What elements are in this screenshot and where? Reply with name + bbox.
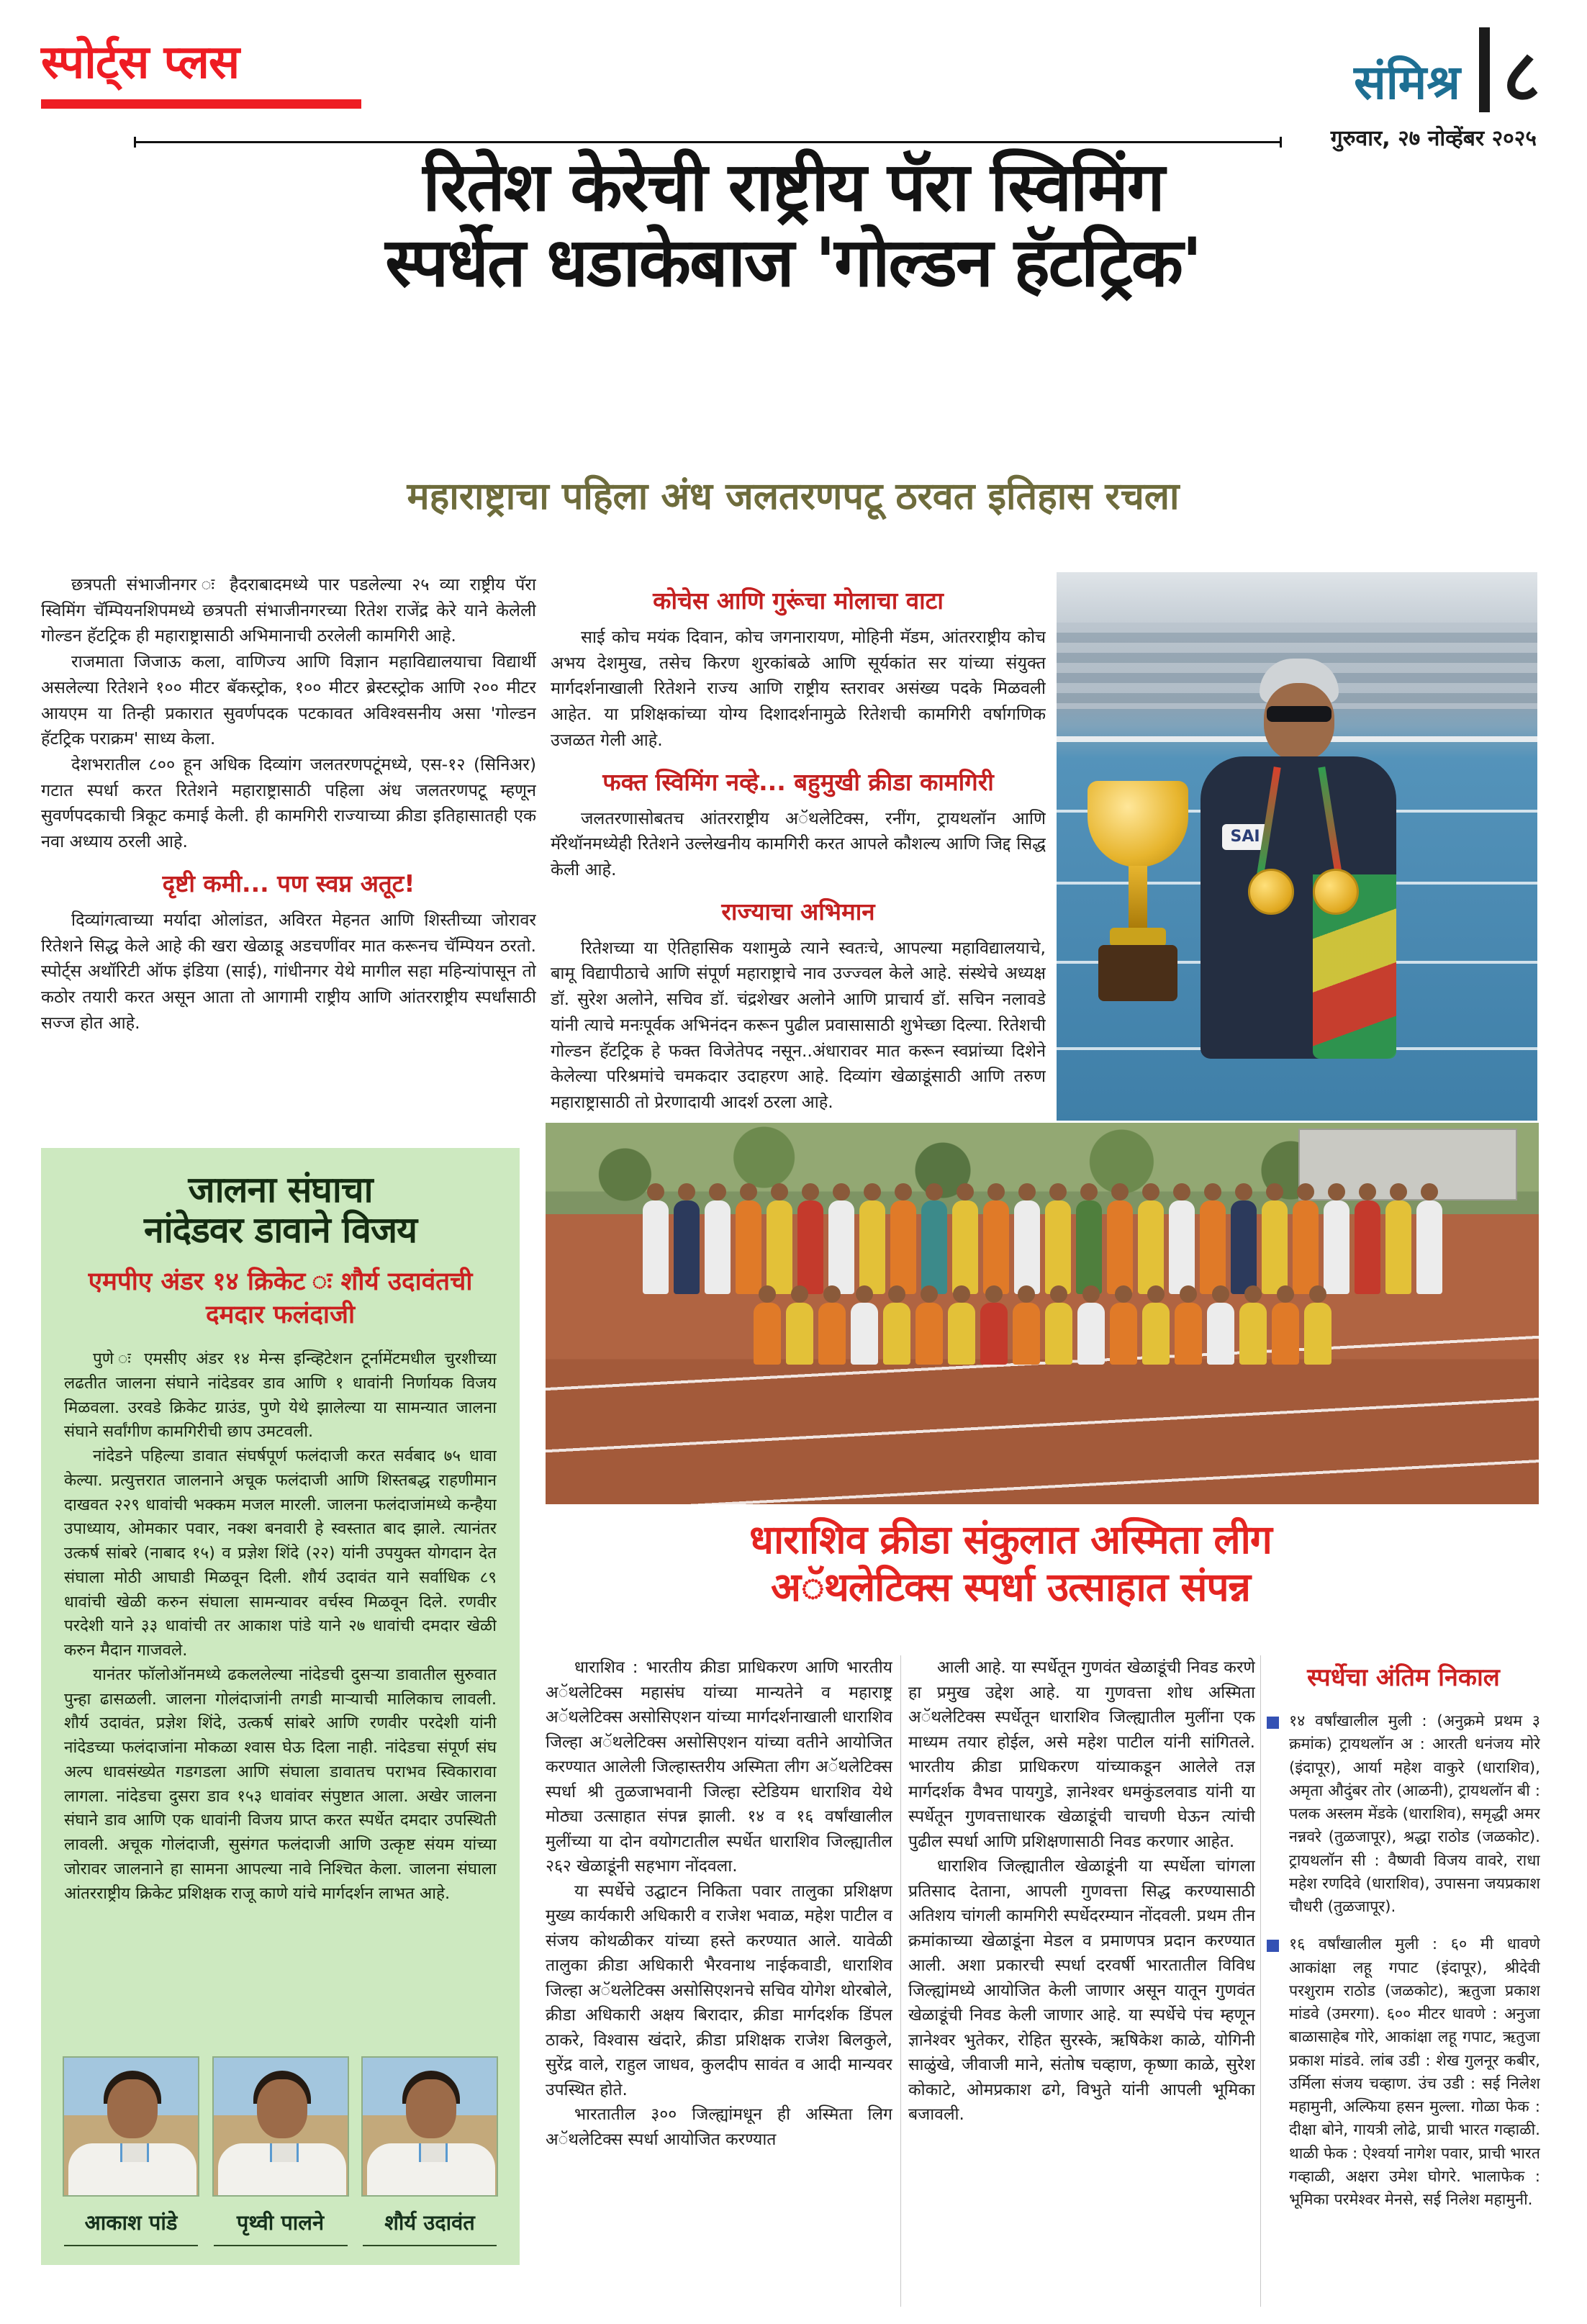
person-figure	[1076, 1201, 1102, 1294]
results-heading: स्पर्धेचा अंतिम निकाल	[1307, 1663, 1500, 1692]
athletics-column-2	[908, 1655, 1255, 2315]
person-figure	[1045, 1201, 1071, 1294]
person-figure	[786, 1303, 813, 1365]
caption-rule	[363, 2245, 497, 2246]
person-figure	[1385, 1201, 1411, 1294]
lead-column-1	[41, 572, 536, 1123]
person-figure	[851, 1303, 878, 1365]
jacket-sai-logo: SAI	[1222, 824, 1268, 850]
trophy-collar	[1110, 928, 1166, 946]
athletics-headline-line2: अॅथलेटिक्स स्पर्धा उत्साहात संपन्न	[771, 1564, 1250, 1610]
trophy-cup	[1088, 781, 1188, 867]
square-bullet-icon	[1267, 1940, 1279, 1952]
trophy-base	[1098, 945, 1177, 1001]
result-item	[1267, 1710, 1540, 1919]
person-figure	[1272, 1303, 1299, 1365]
athletics-paragraph: या स्पर्धेचे उद्घाटन निकिता पवार तालुका प्रशिक्षण मुख्य कार्यकारी अधिकारी व राजेश भवाळ, महेश पाटील व संजय कोथळीकर यांच्या हस्ते करण्यात आले. यावेळी तालुका क्रीडा अधिकारी भैरवनाथ नाईकवाडी, धाराशिव जिल्हा अॅथलेटिक्स असोसिएशनचे सचिव योगेश थोरबोले, क्रीडा अधिकारी अक्षय बिरादार, क्रीडा मार्गदर्शक डिंपल ठाकरे, विश्वास खंदारे, क्रीडा प्रशिक्षक राजेश बिलकुले, सुरेंद्र वाले, राहुल जाधव, कुलदीप सावंत व आदी मान्यवर उपस्थित होते.	[546, 1881, 892, 2099]
cricket-paragraph: नांदेडने पहिल्या डावात संघर्षपूर्ण फलंदाजी करत सर्वबाद ७५ धावा केल्या. प्रत्युत्तरात जालनाने अचूक फलंदाजी आणि शिस्तबद्ध राहणीमान दाखवत २२९ धावांची भक्कम मजल मारली. जालना फलंदाजांमध्ये कन्हैया उपाध्याय, ओमकार पवार, नक्श बनवारी हे स्वस्तात बाद झाले. त्यानंतर उत्कर्ष सांबरे (नाबाद १५) व प्रज्ञेश शिंदे (२२) यांनी उपयुक्त योगदान देत संघाला मोठी आघाडी मिळवून दिली. शौर्य उदावंत याने सर्वाधिक ८९ धावांची खेळी करुन संघाला सामन्यावर वर्चस्व मिळवून दिले. रणवीर परदेशी याने ३३ धावांची तर आकाश पांडे याने २७ धावांची दमदार खेळी करुन मैदान गाजवले.	[64, 1447, 497, 1660]
person-figure	[1175, 1303, 1202, 1365]
person-figure	[1416, 1201, 1442, 1294]
result-text: १४ वर्षांखालील मुली : (अनुक्रमे प्रथम ३ क्रमांक) ट्रायथलॉन अ : आरती धनंजय मोरे (इंदापूर), आर्या महेश वाकुरे (धाराशिव), अमृता औदुंबर तोर (आळनी), ट्रायथलॉन बी : पलक अस्लम मेंडके (धाराशिव), समृद्धी अमर नन्नवरे (तुळजापूर), श्रद्धा राठोड (जळकोट). ट्रायथलॉन सी : वैष्णवी विजय वावरे, राधा महेश रणदिवे (धाराशिव), उपासना जयप्रकाश चौधरी (तुळजापूर).	[1289, 1712, 1540, 1916]
person-figure	[890, 1201, 916, 1294]
person-figure	[859, 1201, 885, 1294]
person-figure	[915, 1303, 943, 1365]
cricket-paragraph: पुणे ः एमसीए अंडर १४ मेन्स इन्व्हिटेशन टूर्नामेंटमधील चुरशीच्या लढतीत जालना संघाने नांदेडवर डाव आणि १ धावांनी निर्णायक विजय मिळवला. उरवडे क्रिकेट ग्राउंड, पुणे येथे झालेल्या या सामन्यात जालना संघाने सर्वांगीण कामगिरीची छाप उमटवली.	[64, 1349, 497, 1442]
player-photo-item	[212, 2056, 349, 2246]
masthead: स्पोर्ट्स प्लस	[41, 36, 240, 89]
lead-headline	[41, 150, 1545, 302]
cricket-title-line1: जालना संघाचा	[188, 1169, 373, 1211]
player-photos-row	[63, 2056, 498, 2246]
person-figure	[1110, 1303, 1137, 1365]
lead-headline-line1: रितेश केरेची राष्ट्रीय पॅरा स्विमिंग	[422, 148, 1164, 227]
date-line: गुरुवार, २७ नोव्हेंबर २०२५	[1330, 126, 1537, 151]
person-figure	[921, 1201, 947, 1294]
player-collar	[419, 2143, 448, 2162]
lead-paragraph: साई कोच मयंक दिवान, कोच जगनारायण, मोहिनी मॅडम, आंतरराष्ट्रीय कोच अभय देशमुख, तसेच किरण शुरकांबळे आणि सूर्यकांत सर यांच्या संयुक्त मार्गदर्शनाखाली रितेशने राज्य आणि राष्ट्रीय स्तरावर असंख्य पदके मिळवली आहेत. या प्रशिक्षकांच्या योग्य दिशादर्शनामुळे रितेशची कामगिरी वर्षागणिक उजळत गेली आहे.	[551, 627, 1046, 750]
person-figure	[1239, 1303, 1267, 1365]
athletics-results-column	[1267, 1655, 1540, 2315]
person-figure	[1262, 1201, 1288, 1294]
swimmer-head	[1264, 683, 1334, 761]
athletics-paragraph: धाराशिव जिल्ह्यातील खेळाडूंनी या स्पर्धेला चांगला प्रतिसाद देताना, आपली गुणवत्ता सिद्ध करण्यासाठी अतिशय चांगली कामगिरी स्पर्धेदरम्यान नोंदवली. प्रथम तीन क्रमांकाच्या खेळाडूंना मेडल व प्रमाणपत्र प्रदान करण्यात आली. अशा प्रकारची स्पर्धा दरवर्षी भारतातील विविध जिल्ह्यांमध्ये आयोजित केली जाणार असून यातून गुणवंत खेळाडूंची निवड केली जाणार आहे. या स्पर्धेचे पंच म्हणून ज्ञानेश्वर भुतेकर, रोहित सुरस्के, ऋषिकेश काळे, योगिनी साळुंखे, जीवाजी माने, संतोष चव्हाण, कृष्णा काळे, सुरेश कोकाटे, ओमप्रकाश ढगे, विभुते यांनी आपली भूमिका बजावली.	[908, 1857, 1255, 2124]
player-head	[257, 2079, 307, 2138]
page-number: ८	[1503, 34, 1540, 118]
player-photo-2	[212, 2056, 349, 2197]
person-figure	[736, 1201, 761, 1294]
column-divider	[900, 1655, 901, 2307]
person-figure	[952, 1201, 978, 1294]
player-photo-1	[63, 2056, 199, 2197]
person-figure	[1355, 1201, 1380, 1294]
lead-deck: महाराष्ट्राचा पहिला अंध जलतरणपटू ठरवत इतिहास रचला	[407, 475, 1180, 518]
lead-column-2	[551, 572, 1046, 1123]
person-figure	[948, 1303, 975, 1365]
cricket-title-line2: नांदेडवर डावाने विजय	[143, 1209, 417, 1251]
player-head	[107, 2079, 158, 2138]
person-figure	[643, 1201, 669, 1294]
gold-trophy	[1077, 781, 1199, 1018]
person-figure	[674, 1201, 700, 1294]
lead-paragraph: जलतरणासोबतच आंतरराष्ट्रीय अॅथलेटिक्स, रनींग, ट्रायथलॉन आणि मॅरेथॉनमध्येही रितेशने उल्लेखनीय कामगिरी करत आपले कौशल्य आणि जिद्द सिद्ध केली आहे.	[551, 808, 1046, 880]
player-photo-3	[361, 2056, 498, 2197]
cricket-paragraph: यानंतर फॉलोऑनमध्ये ढकललेल्या नांदेडची दुसऱ्या डावातील सुरुवात पुन्हा ढासळली. जालना गोलंदाजांनी तगडी माऱ्याची मालिकाच लावली. शौर्य उदावंत, प्रज्ञेश शिंदे, उत्कर्ष सांबरे आणि रणवीर परदेशी यांनी नांदेडच्या फलंदाजांना मोकळा श्वास घेऊ दिला नाही. नांदेडचा संपूर्ण संघ अल्प धावसंख्येत गडगडला आणि संघाला डावातच पराभव स्विकारावा लागला. नांदेडचा दुसरा डाव १५३ धावांवर संपुष्टात आला. अखेर जालना संघाने डाव आणि एक धावांनी विजय प्राप्त करत स्पर्धेत दमदार उपस्थिती लावली. अचूक गोलंदाजी, सुसंगत फलंदाजी आणि उत्कृष्ट संयम यांच्या जोरावर जालनाने हा सामना आपल्या नावे निश्चित केला. जालना संघाला आंतरराष्ट्रीय क्रिकेट प्रशिक्षक राजू काणे यांचे मार्गदर्शन लाभत आहे.	[64, 1665, 497, 1903]
kneeling-row	[546, 1303, 1539, 1365]
person-figure	[883, 1303, 910, 1365]
player-caption: पृथ्वी पालने	[236, 2210, 325, 2235]
person-figure	[1014, 1201, 1040, 1294]
lead-paragraph: देशभरातील ८०० हून अधिक दिव्यांग जलतरणपटूंमध्ये, एस-१२ (सिनिअर) गटात स्पर्धा करत रितेशने महाराष्ट्रासाठी पहिला अंध जलतरणपटू म्हणून सुवर्णपदकाची त्रिकूट कमाई केली. ही कामगिरी राज्याच्या क्रीडा इतिहासातही एक नवा अध्याय ठरली आहे.	[41, 754, 536, 852]
gold-medal	[1313, 869, 1359, 915]
swimmer-figure	[1179, 659, 1416, 1121]
person-figure	[1077, 1303, 1105, 1365]
person-figure	[1200, 1201, 1226, 1294]
person-figure	[1207, 1303, 1234, 1365]
person-figure	[1107, 1201, 1133, 1294]
person-figure	[983, 1201, 1009, 1294]
player-caption: शौर्य उदावंत	[384, 2210, 475, 2235]
person-figure	[1169, 1201, 1195, 1294]
player-collar	[120, 2143, 149, 2162]
caption-rule	[64, 2245, 198, 2246]
lead-crosshead: कोचेस आणि गुरूंचा मोलाचा वाटा	[653, 587, 944, 615]
standing-row	[546, 1201, 1539, 1294]
person-figure	[1138, 1201, 1164, 1294]
lead-crosshead: फक्त स्विमिंग नव्हे... बहुमुखी क्रीडा कामगिरी	[602, 767, 994, 796]
person-figure	[767, 1201, 792, 1294]
person-figure	[754, 1303, 781, 1365]
person-figure	[1231, 1201, 1257, 1294]
cricket-title	[64, 1170, 497, 1250]
trophy-stem	[1129, 866, 1147, 931]
section-block	[1354, 27, 1540, 118]
lead-headline-line2: स्पर्धेत धडाकेबाज 'गोल्डन हॅटट्रिक'	[385, 224, 1201, 303]
lead-paragraph: छत्रपती संभाजीनगर ः हैदराबादमध्ये पार पडलेल्या २५ व्या राष्ट्रीय पॅरा स्विमिंग चॅम्पियनशिपमध्ये छत्रपती संभाजीनगरच्या रितेश राजेंद्र केरे याने केलेली गोल्डन हॅटट्रिक ही महाराष्ट्रासाठी अभिमानाची ठरलेली कामगिरी आहे.	[41, 574, 536, 646]
person-figure	[828, 1201, 854, 1294]
player-head	[406, 2079, 456, 2138]
caption-rule	[214, 2245, 348, 2246]
person-figure	[797, 1201, 823, 1294]
lead-paragraph: रितेशच्या या ऐतिहासिक यशामुळे त्याने स्वतःचे, आपल्या महाविद्यालयाचे, बामू विद्यापीठाचे आणि संपूर्ण महाराष्ट्राचे नाव उज्ज्वल केले आहे. संस्थेचे अध्यक्ष डॉ. सुरेश अलोने, सचिव डॉ. चंद्रशेखर अलोने आणि प्राचार्य डॉ. सचिन नलावडे यांनी त्याचे मनःपूर्वक अभिनंदन करून पुढील प्रवासासाठी शुभेच्छा दिल्या. रितेशची गोल्डन हॅटट्रिक हे फक्त विजेतेपद नसून..अंधारावर मात करून स्वप्नांच्या दिशेने केलेल्या परिश्रमांचे चमकदार उदाहरण आहे. दिव्यांग खेळाडूंसाठी आणि तरुण महाराष्ट्रासाठी तो प्रेरणादायी आदर्श ठरला आहे.	[551, 937, 1046, 1113]
lead-paragraph: राजमाता जिजाऊ कला, वाणिज्य आणि विज्ञान महाविद्यालयाचा विद्यार्थी असलेल्या रितेशने १०० मीटर बॅकस्ट्रोक, १०० मीटर ब्रेस्टस्ट्रोक आणि २०० मीटर आयएम या तिन्ही प्रकारात सुवर्णपदक पटकावत अविश्वसनीय असा 'गोल्डन हॅटट्रिक पराक्रम' साध्य केला.	[41, 651, 536, 749]
athletics-column-1	[546, 1655, 892, 2315]
cricket-story-box	[41, 1148, 520, 2265]
athletics-group-photo	[546, 1123, 1539, 1504]
section-divider	[1479, 27, 1490, 112]
athletics-paragraph: धाराशिव : भारतीय क्रीडा प्राधिकरण आणि भारतीय अॅथलेटिक्स महासंघ यांच्या मान्यतेने व महाराष्ट्र अॅथलेटिक्स असोसिएशन यांच्या मार्गदर्शनाखाली धाराशिव जिल्हा अॅथलेटिक्स असोसिएशन यांच्या वतीने आयोजित करण्यात आलेली जिल्हास्तरीय अस्मिता लीग अॅथलेटिक्स स्पर्धा श्री तुळजाभवानी जिल्हा स्टेडियम धाराशिव येथे मोठ्या उत्साहात संपन्न झाली. १४ व १६ वर्षांखालील मुलींच्या या दोन वयोगटातील स्पर्धेत धाराशिव जिल्ह्यातील २६२ खेळाडूंनी सहभाग नोंदवला.	[546, 1658, 892, 1876]
masthead-underline	[41, 99, 361, 109]
person-figure	[705, 1201, 731, 1294]
cricket-deck: एमपीए अंडर १४ क्रिकेट ः शौर्य उदावंतची दमदार फलंदाजी	[88, 1267, 473, 1329]
athletics-headline	[546, 1516, 1475, 1611]
column-divider	[1260, 1655, 1261, 2307]
result-text: १६ वर्षांखालील मुली : ६० मी धावणे आकांक्षा लहू गपाट (इंदापूर), श्रीदेवी परशुराम राठोड (जळकोट), ऋतुजा प्रकाश मांडवे (उमरगा). ६०० मीटर धावणे : अनुजा बाळासाहेब गोरे, आकांक्षा लहू गपाट, ऋतुजा प्रकाश मांडवे. लांब उडी : शेख गुलनूर कबीर, उर्मिला संजय चव्हाण. उंच उडी : सई निलेश महामुनी, अल्फिया हसन मुल्ला. गोळा फेक : दीक्षा बोने, गायत्री लोढे, प्राची भारत गव्हाळी. थाळी फेक : ऐश्वर्या नागेश पवार, प्राची भारत गव्हाळी, अक्षरा उमेश घोगरे. भालाफेक : भूमिका परमेश्वर मेनसे, सई निलेश महामुनी.	[1289, 1935, 1540, 2209]
swimmer-photo	[1057, 572, 1537, 1121]
person-figure	[1013, 1303, 1040, 1365]
result-item	[1267, 1933, 1540, 2212]
athletics-paragraph: भारतातील ३०० जिल्ह्यांमधून ही अस्मिता लिग अॅथलेटिक्स स्पर्धा आयोजित करण्यात	[546, 2105, 892, 2149]
lead-crosshead: राज्याचा अभिमान	[721, 897, 875, 926]
lead-paragraph: दिव्यांगत्वाच्या मर्यादा ओलांडत, अविरत मेहनत आणि शिस्तीच्या जोरावर रितेशने सिद्ध केले आहे की खरा खेळाडू अडचणींवर मात करूनच चॅम्पियन ठरतो. स्पोर्ट्स अथॉरिटी ऑफ इंडिया (साई), गांधीनगर येथे मागील सहा महिन्यांपासून तो कठोर तयारी करत असून आता तो आगामी राष्ट्रीय आणि आंतरराष्ट्रीय स्पर्धांसाठी सज्ज होत आहे.	[41, 909, 536, 1033]
person-figure	[1045, 1303, 1072, 1365]
player-caption: आकाश पांडे	[84, 2210, 178, 2235]
square-bullet-icon	[1267, 1717, 1279, 1729]
sunglasses	[1267, 706, 1331, 722]
athletics-paragraph: आली आहे. या स्पर्धेतून गुणवंत खेळाडूंची निवड करणे हा प्रमुख उद्देश आहे. या गुणवत्ता शोध अस्मिता अॅथलेटिक्स स्पर्धेतून धाराशिव जिल्ह्यातील मुलींना एक माध्यम तयार होईल, असे महेश पाटील यांनी सांगितले. भारतीय क्रीडा प्राधिकरण यांच्याकडून आलेले तज्ञ मार्गदर्शक वैभव पायगुडे, ज्ञानेश्वर धमकुंडलवाड यांनी या स्पर्धेतून गुणवत्ताधारक खेळाडूंची चाचणी घेऊन त्यांची पुढील स्पर्धा आणि प्रशिक्षणासाठी निवड करणार आहेत.	[908, 1658, 1255, 1851]
person-figure	[1324, 1201, 1349, 1294]
player-photo-item	[63, 2056, 199, 2246]
player-collar	[270, 2143, 299, 2162]
person-figure	[1293, 1201, 1319, 1294]
person-figure	[980, 1303, 1008, 1365]
person-figure	[818, 1303, 846, 1365]
athletics-headline-line1: धाराशिव क्रीडा संकुलात अस्मिता लीग	[749, 1516, 1272, 1563]
section-label: संमिश्र	[1354, 55, 1460, 110]
lead-crosshead: दृष्टी कमी... पण स्वप्न अतूट!	[162, 869, 415, 898]
person-figure	[1304, 1303, 1331, 1365]
person-figure	[1142, 1303, 1170, 1365]
player-photo-item	[361, 2056, 498, 2246]
header-rule	[134, 141, 1282, 143]
cricket-body	[64, 1347, 497, 2004]
gold-medal	[1248, 869, 1294, 915]
